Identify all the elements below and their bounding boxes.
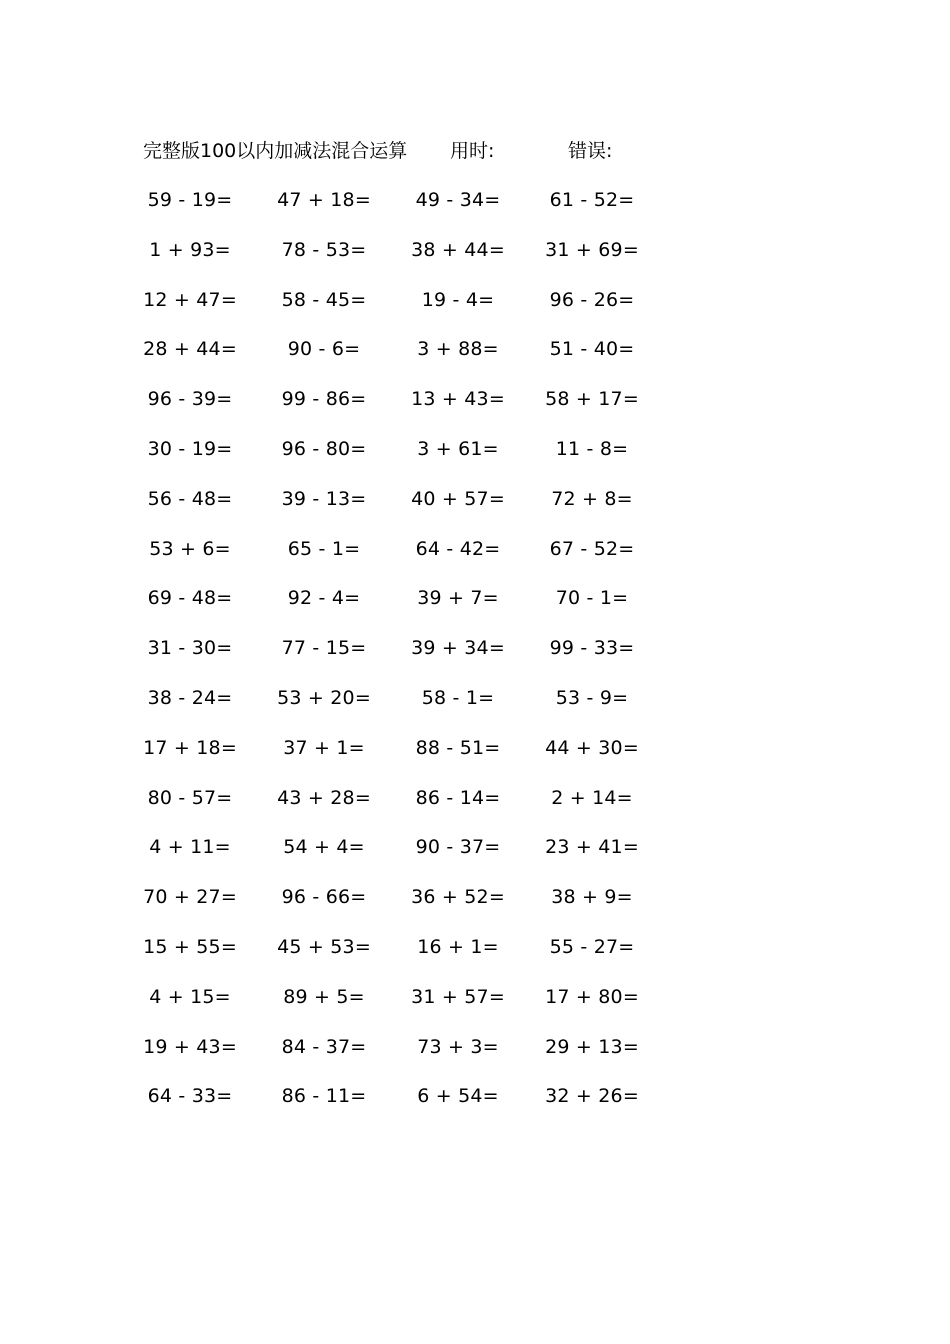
arithmetic-problem: 1 + 93= [149, 238, 231, 261]
arithmetic-problem: 43 + 28= [277, 786, 371, 809]
arithmetic-problem: 17 + 18= [143, 736, 237, 759]
arithmetic-problem: 99 - 86= [281, 388, 367, 411]
arithmetic-problem: 28 + 44= [143, 338, 237, 361]
arithmetic-problem: 70 - 1= [555, 587, 629, 610]
arithmetic-problem: 4 + 15= [149, 985, 231, 1008]
arithmetic-problem: 3 + 88= [417, 338, 499, 361]
arithmetic-problem: 31 + 69= [545, 238, 639, 261]
problem-row [0, 732, 700, 764]
arithmetic-problem: 49 - 34= [415, 189, 501, 211]
problem-row [0, 333, 700, 365]
arithmetic-problem: 2 + 14= [551, 786, 633, 809]
arithmetic-problem: 58 - 45= [281, 288, 367, 311]
problem-row [0, 1031, 700, 1063]
problem-row [0, 831, 700, 863]
arithmetic-problem: 53 + 6= [149, 537, 231, 560]
arithmetic-problem: 13 + 43= [411, 388, 505, 411]
arithmetic-problem: 39 - 13= [281, 487, 367, 510]
problem-row [0, 881, 700, 913]
arithmetic-problem: 44 + 30= [545, 736, 639, 759]
problem-row [0, 931, 700, 963]
arithmetic-problem: 37 + 1= [283, 736, 365, 759]
arithmetic-problem: 78 - 53= [281, 238, 367, 261]
problem-row [0, 632, 700, 664]
arithmetic-problem: 88 - 51= [415, 736, 501, 759]
arithmetic-problem: 4 + 11= [149, 836, 231, 859]
arithmetic-problem: 96 - 80= [281, 438, 367, 460]
arithmetic-problem: 39 + 34= [411, 637, 505, 660]
arithmetic-problem: 67 - 52= [549, 537, 635, 560]
problem-row [0, 383, 700, 415]
time-label: 用时: [450, 140, 495, 162]
arithmetic-problem: 32 + 26= [545, 1085, 639, 1108]
arithmetic-problem: 69 - 48= [147, 587, 233, 610]
arithmetic-problem: 64 - 42= [415, 537, 501, 560]
arithmetic-problem: 86 - 14= [415, 786, 501, 809]
arithmetic-problem: 55 - 27= [549, 936, 635, 958]
arithmetic-problem: 59 - 19= [147, 189, 233, 211]
arithmetic-problem: 30 - 19= [147, 438, 233, 460]
arithmetic-problem: 58 + 17= [545, 388, 639, 411]
arithmetic-problem: 47 + 18= [277, 189, 371, 211]
arithmetic-problem: 11 - 8= [555, 438, 629, 460]
arithmetic-problem: 90 - 6= [287, 338, 361, 361]
problem-row [0, 582, 700, 614]
problem-row [0, 483, 700, 515]
arithmetic-problem: 96 - 26= [549, 288, 635, 311]
arithmetic-problem: 31 - 30= [147, 637, 233, 660]
arithmetic-problem: 17 + 80= [545, 985, 639, 1008]
arithmetic-problem: 80 - 57= [147, 786, 233, 809]
arithmetic-problem: 36 + 52= [411, 886, 505, 909]
problem-row [0, 284, 700, 316]
arithmetic-problem: 65 - 1= [287, 537, 361, 560]
arithmetic-problem: 53 + 20= [277, 687, 371, 709]
arithmetic-problem: 23 + 41= [545, 836, 639, 859]
arithmetic-problem: 38 + 44= [411, 238, 505, 261]
problem-row [0, 234, 700, 266]
arithmetic-problem: 31 + 57= [411, 985, 505, 1008]
arithmetic-problem: 6 + 54= [417, 1085, 499, 1108]
arithmetic-problem: 96 - 39= [147, 388, 233, 411]
problem-row [0, 782, 700, 814]
arithmetic-problem: 15 + 55= [143, 936, 237, 958]
arithmetic-problem: 73 + 3= [417, 1035, 499, 1058]
arithmetic-problem: 19 - 4= [421, 288, 495, 311]
arithmetic-problem: 39 + 7= [417, 587, 499, 610]
problem-row [0, 184, 700, 216]
arithmetic-problem: 58 - 1= [421, 687, 495, 709]
arithmetic-problem: 72 + 8= [551, 487, 633, 510]
arithmetic-problem: 38 + 9= [551, 886, 633, 909]
arithmetic-problem: 12 + 47= [143, 288, 237, 311]
arithmetic-problem: 16 + 1= [417, 936, 499, 958]
arithmetic-problem: 56 - 48= [147, 487, 233, 510]
arithmetic-problem: 3 + 61= [417, 438, 499, 460]
arithmetic-problem: 99 - 33= [549, 637, 635, 660]
arithmetic-problem: 92 - 4= [287, 587, 361, 610]
arithmetic-problem: 29 + 13= [545, 1035, 639, 1058]
arithmetic-problem: 19 + 43= [143, 1035, 237, 1058]
arithmetic-problem: 61 - 52= [549, 189, 635, 211]
arithmetic-problem: 96 - 66= [281, 886, 367, 909]
problem-row [0, 433, 700, 465]
arithmetic-problem: 86 - 11= [281, 1085, 367, 1108]
errors-label: 错误: [568, 140, 613, 162]
arithmetic-problem: 89 + 5= [283, 985, 365, 1008]
worksheet-header [143, 136, 663, 166]
arithmetic-problem: 70 + 27= [143, 886, 237, 909]
problem-row [0, 533, 700, 565]
arithmetic-problem: 54 + 4= [283, 836, 365, 859]
arithmetic-problem: 77 - 15= [281, 637, 367, 660]
arithmetic-problem: 51 - 40= [549, 338, 635, 361]
problem-row [0, 682, 700, 714]
problem-row [0, 1080, 700, 1112]
arithmetic-problem: 90 - 37= [415, 836, 501, 859]
arithmetic-problem: 53 - 9= [555, 687, 629, 709]
worksheet-title: 完整版100以内加减法混合运算 [143, 140, 408, 162]
arithmetic-problem: 38 - 24= [147, 687, 233, 709]
arithmetic-problem: 84 - 37= [281, 1035, 367, 1058]
arithmetic-problem: 45 + 53= [277, 936, 371, 958]
problem-row [0, 981, 700, 1013]
arithmetic-problem: 40 + 57= [411, 487, 505, 510]
arithmetic-problem: 64 - 33= [147, 1085, 233, 1108]
